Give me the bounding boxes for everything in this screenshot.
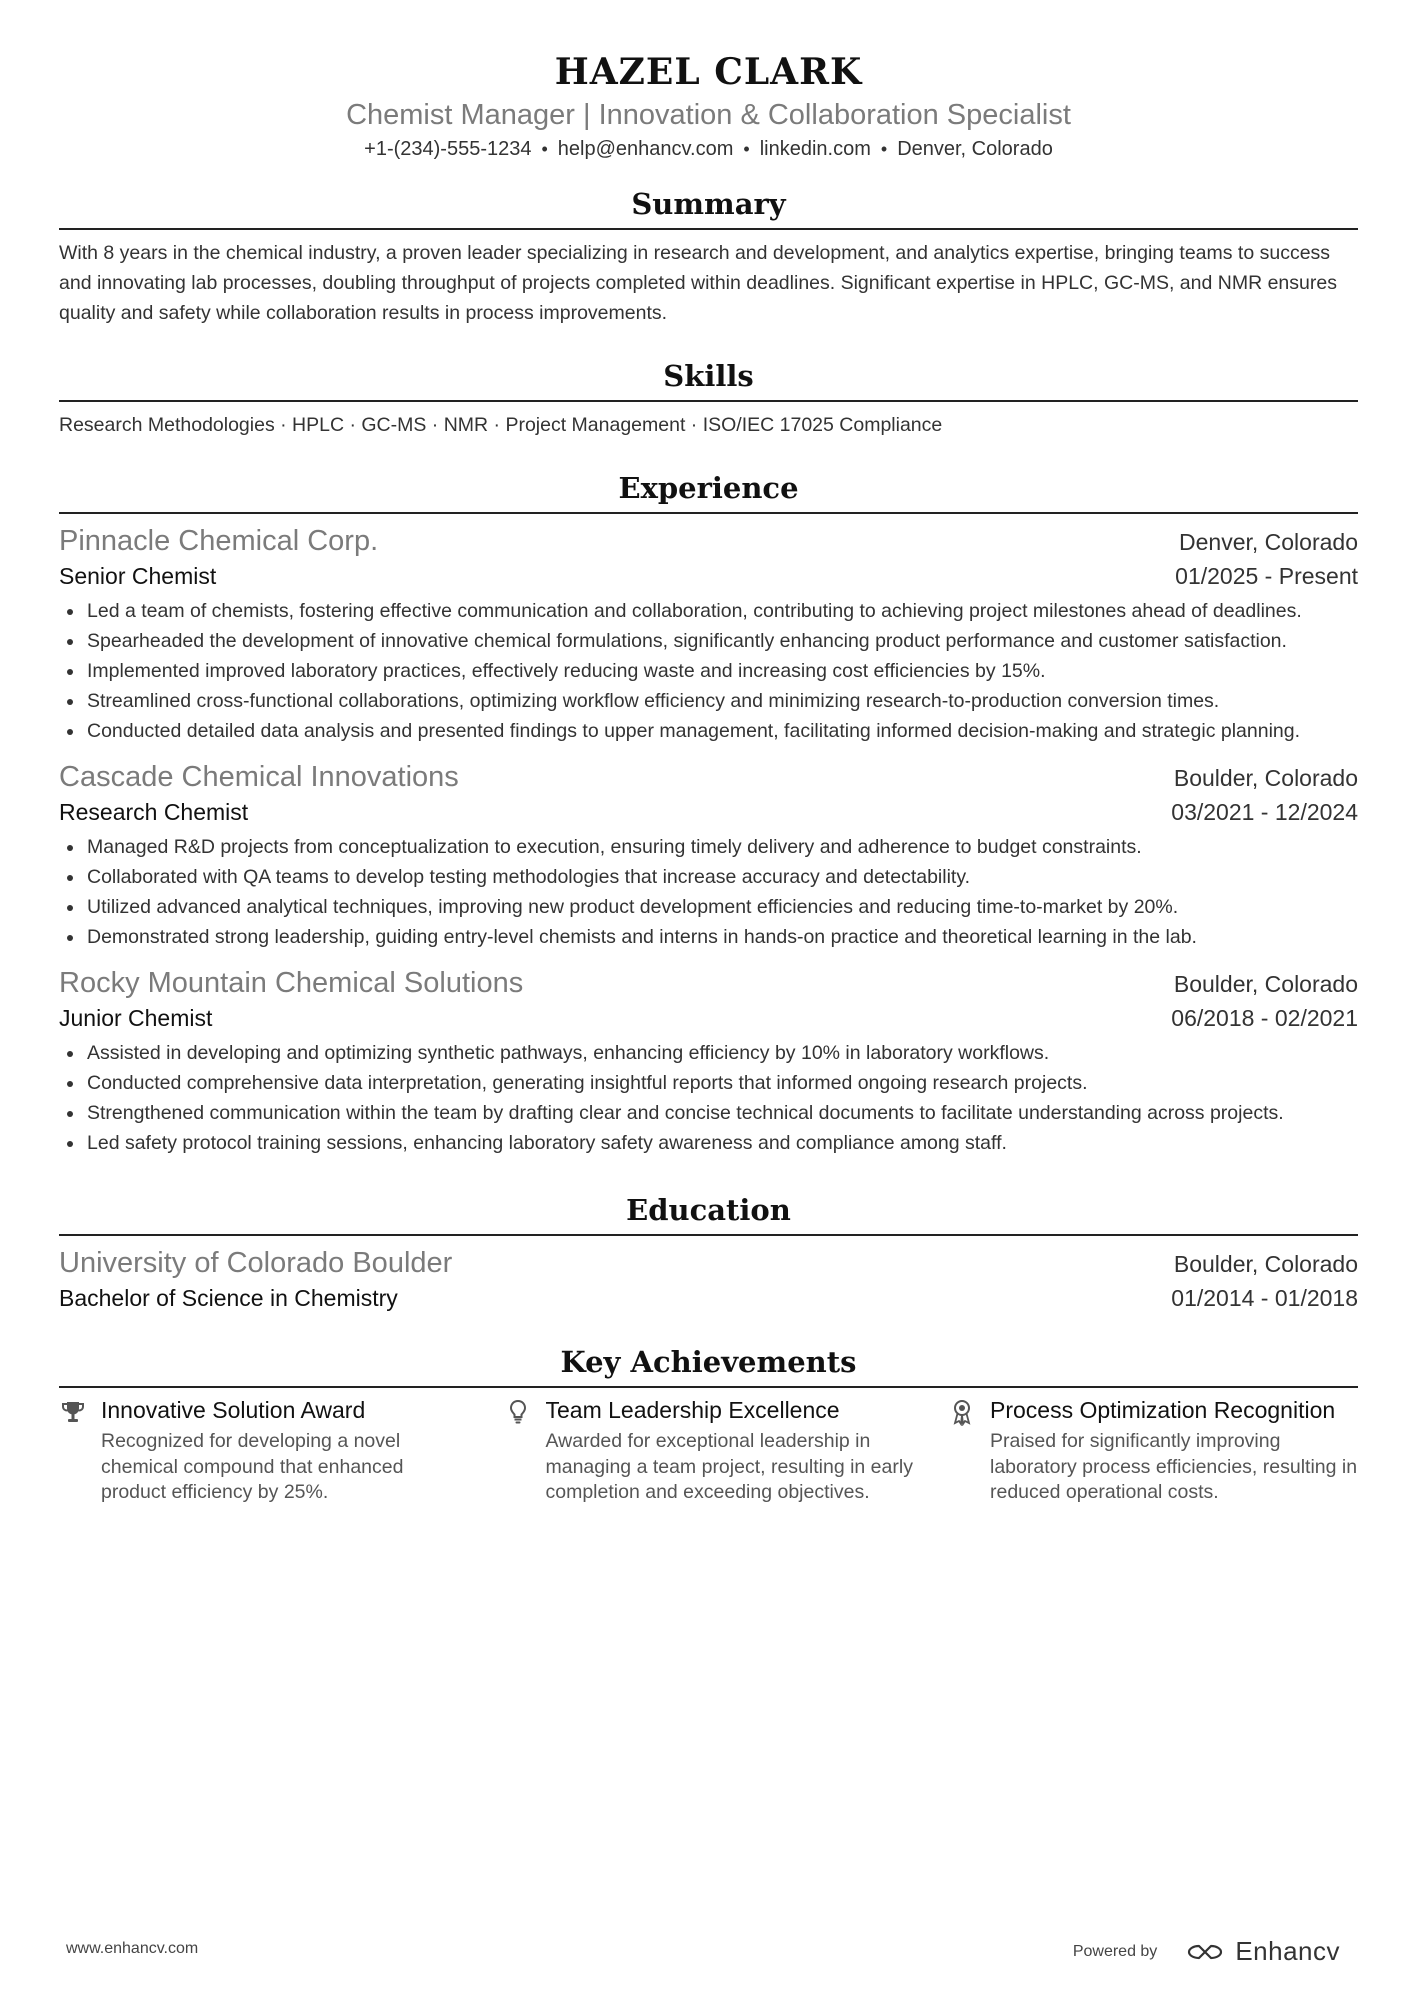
- job-location: Boulder, Colorado: [1173, 971, 1358, 997]
- job-dates: 01/2025 - Present: [1175, 563, 1358, 589]
- achievements-section: [59, 1344, 1358, 1506]
- job-bullet: Spearheaded the development of innovative chemical formulations, significantly enhancing product performance and customer satisfaction.: [59, 626, 1358, 656]
- job-bullet: Implemented improved laboratory practices, effectively reducing waste and increasing cost efficiencies by 15%.: [59, 656, 1358, 686]
- achievement-description: Praised for significantly improving laboratory process efficiencies, resulting in reduced operational costs.: [990, 1430, 1358, 1503]
- contact-email[interactable]: help@enhancv.com: [557, 138, 734, 160]
- job-bullet: Demonstrated strong leadership, guiding entry-level chemists and interns in hands-on practice and theoretical learning in the lab.: [59, 922, 1358, 952]
- degree: Bachelor of Science in Chemistry: [59, 1285, 398, 1311]
- contact-separator: •: [743, 139, 750, 159]
- job-bullet: Utilized advanced analytical techniques, improving new product development efficiencies and reducing time-to-market by 20%.: [59, 892, 1358, 922]
- achievement-title: Team Leadership Excellence: [545, 1397, 840, 1423]
- school-name: University of Colorado Boulder: [59, 1247, 453, 1279]
- company-name: Rocky Mountain Chemical Solutions: [59, 967, 524, 999]
- achievement-item: [504, 1396, 914, 1506]
- powered-by-label: Powered by: [1072, 1942, 1158, 1960]
- achievement-description: Awarded for exceptional leadership in managing a team project, resulting in early completion and exceeding objectives.: [545, 1430, 913, 1503]
- education-heading: Education: [59, 1192, 1358, 1236]
- job-bullet: Led safety protocol training sessions, enhancing laboratory safety awareness and compliance among staff.: [59, 1128, 1358, 1158]
- education-section: [59, 1192, 1358, 1314]
- summary-heading: Summary: [59, 186, 1358, 230]
- candidate-name: HAZEL CLARK: [554, 51, 863, 93]
- job-dates: 06/2018 - 02/2021: [1171, 1005, 1358, 1031]
- achievement-item: [59, 1396, 469, 1506]
- job-role: Senior Chemist: [59, 563, 217, 589]
- achievement-title: Innovative Solution Award: [101, 1397, 366, 1423]
- education-dates: 01/2014 - 01/2018: [1171, 1285, 1358, 1311]
- job-bullet: Streamlined cross-functional collaborations, optimizing workflow efficiency and minimizing research-to-production conversion times.: [59, 686, 1358, 716]
- job-location: Denver, Colorado: [1179, 529, 1358, 555]
- job-bullet: Managed R&D projects from conceptualization to execution, ensuring timely delivery and adherence to budget constraints.: [59, 832, 1358, 862]
- achievements-heading: Key Achievements: [59, 1344, 1358, 1388]
- experience-entry: [59, 758, 1358, 952]
- job-role: Research Chemist: [59, 799, 249, 825]
- resume-page: [59, 0, 1358, 1506]
- brand-name: Enhancv: [1235, 1936, 1340, 1966]
- school-location: Boulder, Colorado: [1173, 1251, 1358, 1277]
- experience-entry: [59, 522, 1358, 746]
- achievement-item: [948, 1396, 1358, 1506]
- contact-line: [59, 136, 1358, 162]
- contact-separator: •: [541, 139, 548, 159]
- skills-list: Research Methodologies · HPLC · GC-MS · NMR · Project Management · ISO/IEC 17025 Compliance: [59, 414, 943, 436]
- job-bullets: [59, 1038, 1358, 1158]
- contact-location: Denver, Colorado: [897, 138, 1053, 160]
- achievement-description: Recognized for developing a novel chemical compound that enhanced product efficiency by 25%.: [101, 1430, 404, 1503]
- experience-entry: [59, 964, 1358, 1158]
- job-bullets: [59, 596, 1358, 746]
- company-name: Cascade Chemical Innovations: [59, 761, 459, 793]
- achievements-list: [59, 1396, 1358, 1506]
- contact-separator: •: [880, 139, 888, 159]
- job-bullet: Led a team of chemists, fostering effective communication and collaboration, contributing to achieving project milestones ahead of deadlines.: [59, 596, 1358, 626]
- summary-section: [59, 186, 1358, 328]
- enhancv-logo-icon: [1183, 1940, 1227, 1964]
- job-bullet: Strengthened communication within the team by drafting clear and concise technical documents to facilitate understanding across projects.: [59, 1098, 1358, 1128]
- skills-heading: Skills: [59, 358, 1358, 402]
- education-entry: [59, 1244, 1358, 1314]
- job-bullet: Conducted detailed data analysis and presented findings to upper management, facilitating informed decision-making and strategic planning.: [59, 716, 1358, 746]
- summary-text: With 8 years in the chemical industry, a proven leader specializing in research and development, and analytics expertise, bringing teams to success and innovating lab processes, doubling throughput of projects completed within deadlines. Significant expertise in HPLC, GC-MS, and NMR ensures quality and safety while collaboration results in process improvements.: [59, 242, 1337, 324]
- contact-linkedin[interactable]: linkedin.com: [759, 138, 871, 160]
- trophy-icon: [59, 1398, 87, 1426]
- lightbulb-icon: [504, 1398, 532, 1426]
- footer-branding: [1073, 1936, 1340, 1967]
- job-location: Boulder, Colorado: [1173, 765, 1358, 791]
- job-bullets: [59, 832, 1358, 952]
- resume-header: [59, 0, 1358, 162]
- experience-section: [59, 470, 1358, 1158]
- footer-website[interactable]: www.enhancv.com: [66, 1940, 199, 1957]
- company-name: Pinnacle Chemical Corp.: [59, 525, 379, 557]
- page-footer: [0, 1936, 1410, 1966]
- contact-phone: +1-(234)-555-1234: [364, 138, 532, 160]
- job-role: Junior Chemist: [59, 1005, 213, 1031]
- job-bullet: Collaborated with QA teams to develop testing methodologies that increase accuracy and detectability.: [59, 862, 1358, 892]
- award-icon: [948, 1398, 976, 1426]
- skills-section: [59, 358, 1358, 440]
- job-bullet: Conducted comprehensive data interpretation, generating insightful reports that informed ongoing research projects.: [59, 1068, 1358, 1098]
- candidate-title: Chemist Manager | Innovation & Collaboration Specialist: [346, 99, 1071, 131]
- job-dates: 03/2021 - 12/2024: [1171, 799, 1358, 825]
- experience-heading: Experience: [59, 470, 1358, 514]
- job-bullet: Assisted in developing and optimizing synthetic pathways, enhancing efficiency by 10% in laboratory workflows.: [59, 1038, 1358, 1068]
- achievement-title: Process Optimization Recognition: [990, 1397, 1336, 1423]
